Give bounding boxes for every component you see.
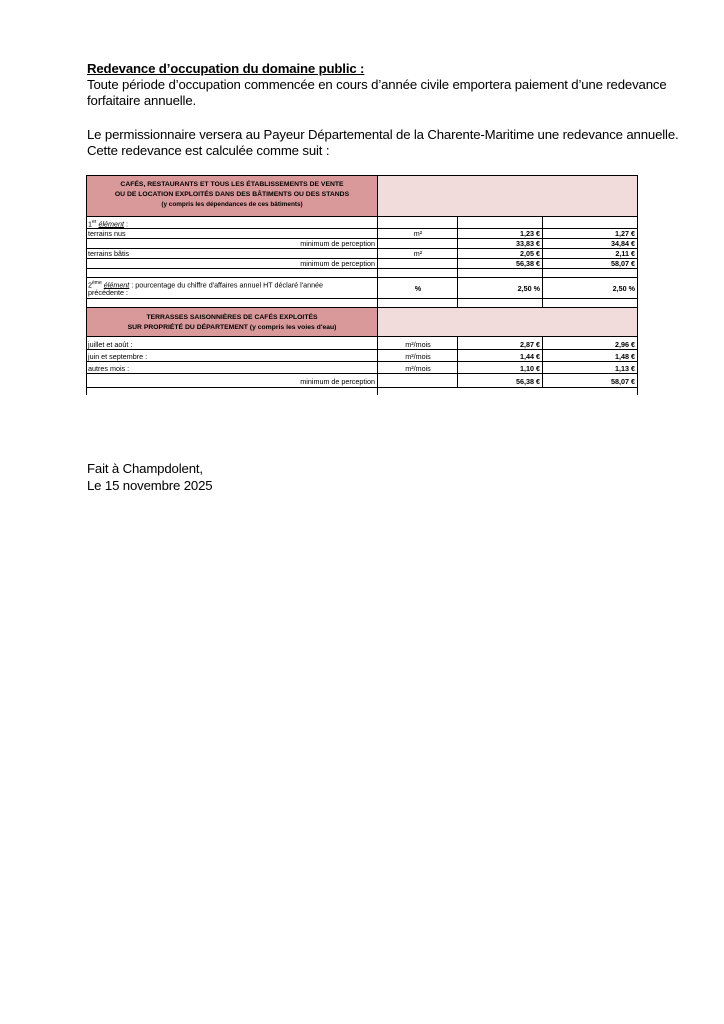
element-2-value-1: 2,50 % xyxy=(517,284,540,293)
row-terrains-nus-value-2: 1,27 € xyxy=(615,229,635,238)
row-terrains-batis-value-1: 2,05 € xyxy=(520,249,540,258)
row-juin-septembre-value-1: 1,44 € xyxy=(520,352,540,361)
row-minimum-3-value-2: 58,07 € xyxy=(611,377,635,386)
row-terrains-nus-label: terrains nus xyxy=(88,229,126,238)
paragraph-1-line-1: Toute période d’occupation commencée en cours d’année civile emportera paiement d’une redevance xyxy=(87,77,667,92)
row-minimum-3-value-1: 56,38 € xyxy=(516,377,540,386)
row-autres-mois-label: autres mois : xyxy=(88,364,130,373)
header2-line-1: TERRASSES SAISONNIÈRES DE CAFÉS EXPLOITÉS xyxy=(146,314,318,321)
row-terrains-batis-label: terrains bâtis xyxy=(88,249,130,258)
row-terrains-batis-unit: m² xyxy=(413,249,423,258)
paragraph-2-line-1: Le permissionnaire versera au Payeur Départemental de la Charente-Maritime une redevance annuelle. xyxy=(87,127,679,142)
row-juin-septembre-label: juin et septembre : xyxy=(88,352,148,361)
element-2-label-line-2: précédente : xyxy=(88,288,128,297)
header1-line-2: OU DE LOCATION EXPLOITÉS DANS DES BÂTIMENTS OU DES STANDS xyxy=(114,191,350,198)
row-minimum-1-value-2: 34,84 € xyxy=(611,239,635,248)
table-header-establishments xyxy=(86,175,378,217)
row-juillet-aout-unit: m²/mois xyxy=(405,340,431,349)
signature-place: Fait à Champdolent, xyxy=(87,461,203,476)
row-terrains-batis-value-2: 2,11 € xyxy=(615,249,635,258)
signature-date: Le 15 novembre 2025 xyxy=(87,478,213,493)
section-heading: Redevance d’occupation du domaine public : xyxy=(87,61,365,76)
row-minimum-2-value-1: 56,38 € xyxy=(516,259,540,268)
row-autres-mois-value-2: 1,13 € xyxy=(615,364,635,373)
row-terrains-nus-unit: m² xyxy=(413,229,423,238)
row-autres-mois-unit: m²/mois xyxy=(405,364,431,373)
element-1-label: 1er élément : xyxy=(88,219,129,229)
header1-line-1: CAFÉS, RESTAURANTS ET TOUS LES ÉTABLISSEMENTS DE VENTE xyxy=(120,181,344,188)
row-minimum-2-value-2: 58,07 € xyxy=(611,259,635,268)
paragraph-1-line-2: forfaitaire annuelle. xyxy=(87,93,197,108)
fee-table xyxy=(86,175,638,395)
element-2-unit: % xyxy=(414,284,422,293)
table-header-terraces-values-area xyxy=(378,307,638,337)
row-minimum-1-value-1: 33,83 € xyxy=(516,239,540,248)
row-minimum-2-label: minimum de perception xyxy=(300,259,375,268)
header2-line-2: SUR PROPRIÉTÉ DU DÉPARTEMENT (y compris les voies d'eau) xyxy=(127,324,337,331)
row-terrains-nus-value-1: 1,23 € xyxy=(520,229,540,238)
row-juillet-aout-label: juillet et août : xyxy=(88,340,133,349)
table-header-terraces xyxy=(86,307,378,337)
element-2-value-2: 2,50 % xyxy=(612,284,635,293)
table-header-values-area xyxy=(378,175,638,217)
element-2-label: 2ème élément : pourcentage du chiffre d'affaires annuel HT déclaré l'année xyxy=(88,280,324,290)
row-juin-septembre-value-2: 1,48 € xyxy=(615,352,635,361)
paragraph-2-line-2: Cette redevance est calculée comme suit : xyxy=(87,143,330,158)
row-minimum-3-label: minimum de perception xyxy=(300,377,375,386)
row-juin-septembre-unit: m²/mois xyxy=(405,352,431,361)
row-juillet-aout-value-1: 2,87 € xyxy=(520,340,540,349)
row-juillet-aout-value-2: 2,96 € xyxy=(615,340,635,349)
row-autres-mois-value-1: 1,10 € xyxy=(520,364,540,373)
header1-line-3: (y compris les dépendances de ces bâtiments) xyxy=(161,201,303,208)
row-minimum-1-label: minimum de perception xyxy=(300,239,375,248)
